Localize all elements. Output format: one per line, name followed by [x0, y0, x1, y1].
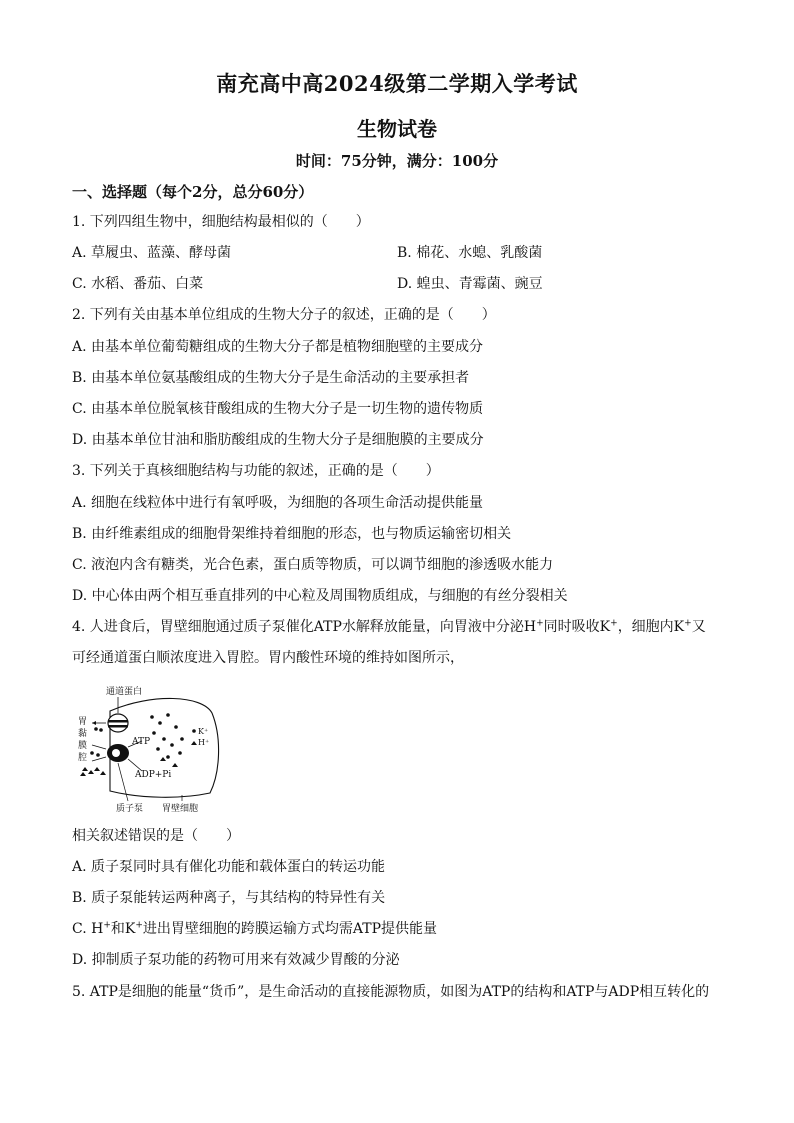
q1-option-c: C. 水稻、番茄、白菜: [72, 276, 204, 292]
lumen-label-2: 黏: [78, 729, 88, 739]
q3-stem: 3. 下列关于真核细胞结构与功能的叙述，正确的是（ ）: [72, 463, 440, 479]
section-heading: 一、选择题（每个2分，总分60分）: [72, 183, 314, 201]
q3-option-b: B. 由纤维素组成的细胞骨架维持着细胞的形态，也与物质运输密切相关: [72, 526, 512, 542]
q1-option-b: B. 棉花、水螅、乳酸菌: [397, 245, 543, 261]
q3-option-a: A. 细胞在线粒体中进行有氧呼吸，为细胞的各项生命活动提供能量: [72, 495, 484, 511]
q2-option-c: C. 由基本单位脱氧核苷酸组成的生物大分子是一切生物的遗传物质: [72, 401, 484, 417]
q4-stem-line2: 可经通道蛋白顺浓度进入胃腔。胃内酸性环境的维持如图所示，: [72, 650, 464, 666]
q1-stem: 1. 下列四组生物中，细胞结构最相似的（ ）: [72, 214, 370, 230]
q3-option-c: C. 液泡内含有糖类，光合色素，蛋白质等物质，可以调节细胞的渗透吸水能力: [72, 557, 554, 573]
q3-option-d: D. 中心体由两个相互垂直排列的中心粒及周围物质组成，与细胞的有丝分裂相关: [72, 588, 568, 604]
exam-title: 南充高中高2024级第二学期入学考试: [216, 71, 578, 96]
lumen-label-4: 腔: [78, 753, 88, 763]
proton-pump-label: 质子泵: [116, 804, 144, 813]
q4-option-c: C. H+和K+进出胃壁细胞的跨膜运输方式均需ATP提供能量: [72, 920, 437, 937]
lumen-label-3: 膜: [78, 741, 88, 751]
atp-label: ATP: [132, 737, 151, 747]
q4-option-b: B. 质子泵能转运两种离子，与其结构的特异性有关: [72, 890, 386, 906]
q2-stem: 2. 下列有关由基本单位组成的生物大分子的叙述，正确的是（ ）: [72, 307, 496, 323]
parietal-cell-label: 胃壁细胞: [162, 804, 199, 813]
adp-label: ADP+Pi: [135, 770, 172, 780]
q2-option-b: B. 由基本单位氨基酸组成的生物大分子是生命活动的主要承担者: [72, 370, 470, 386]
q4-ask: 相关叙述错误的是（ ）: [72, 828, 240, 844]
exam-subtitle: 生物试卷: [357, 117, 437, 141]
q4-option-d: D. 抑制质子泵功能的药物可用来有效减少胃酸的分泌: [72, 952, 400, 968]
q4-option-a: A. 质子泵同时具有催化功能和载体蛋白的转运功能: [72, 859, 386, 875]
q1-option-d: D. 蝗虫、青霉菌、豌豆: [397, 276, 543, 292]
channel-protein-shape: [108, 714, 128, 732]
q4-stem-line1: 4. 人进食后，胃壁细胞通过质子泵催化ATP水解释放能量，向胃液中分泌H+同时吸收K+，细胞内K+又: [72, 618, 706, 635]
channel-protein-label: 通道蛋白: [106, 687, 143, 697]
q2-option-a: A. 由基本单位葡萄糖组成的生物大分子都是植物细胞壁的主要成分: [72, 339, 484, 355]
lumen-label-1: 胃: [78, 717, 88, 727]
q1-option-a: A. 草履虫、蓝藻、酵母菌: [72, 245, 232, 261]
exam-meta: 时间：75分钟，满分：100分: [295, 152, 499, 170]
legend-h: H⁺: [198, 738, 210, 747]
q5-stem: 5. ATP是细胞的能量“货币”，是生命活动的直接能源物质，如图为ATP的结构和ATP与ADP相互转化的: [72, 984, 710, 1000]
q2-option-d: D. 由基本单位甘油和脂肪酸组成的生物大分子是细胞膜的主要成分: [72, 432, 484, 448]
legend-k: K⁺: [198, 727, 209, 736]
gastric-cell-diagram: [72, 683, 242, 813]
